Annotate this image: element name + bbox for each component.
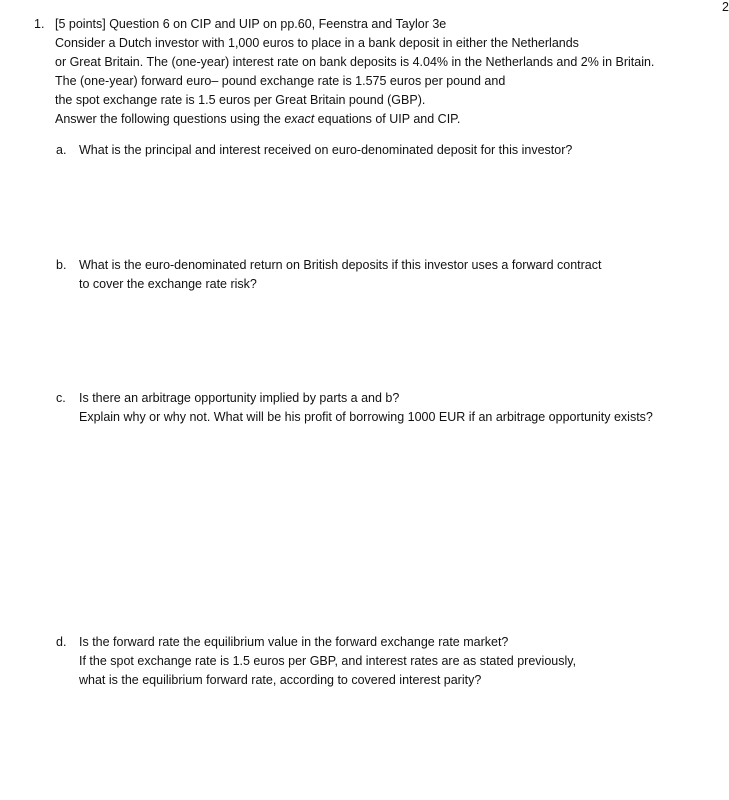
question-body [55, 15, 654, 129]
subquestion-line: Is the forward rate the equilibrium value in the forward exchange rate market? [79, 635, 509, 649]
intro-line: The (one-year) forward euro– pound exchange rate is 1.575 euros per pound and [55, 74, 506, 88]
subquestion-line: to cover the exchange rate risk? [79, 277, 257, 291]
intro-line: the spot exchange rate is 1.5 euros per Great Britain pound (GBP). [55, 93, 426, 107]
subquestion-text [79, 141, 572, 160]
subquestion-c [56, 389, 716, 427]
question-title: [5 points] Question 6 on CIP and UIP on pp.60, Feenstra and Taylor 3e [55, 17, 447, 31]
subquestion-label: b. [56, 258, 67, 272]
subquestion-text [79, 389, 653, 427]
subquestion-label: a. [56, 143, 67, 157]
subquestion-line: If the spot exchange rate is 1.5 euros per GBP, and interest rates are as stated previously, [79, 654, 577, 668]
subquestion-label: c. [56, 391, 66, 405]
instruction-line [55, 110, 654, 129]
question-number: 1. [34, 17, 45, 31]
subquestion-d [56, 633, 716, 690]
subquestion-text [79, 633, 576, 690]
instruction-prefix: Answer the following questions using the [55, 112, 285, 126]
instruction-emphasis: exact [284, 112, 315, 126]
subquestion-b [56, 256, 716, 294]
subquestion-text [79, 256, 601, 294]
subquestion-label: d. [56, 635, 67, 649]
page-number: 2 [722, 0, 729, 14]
subquestion-a [56, 141, 716, 160]
subquestion-line: What is the principal and interest received on euro-denominated deposit for this investor? [79, 143, 573, 157]
intro-line: Consider a Dutch investor with 1,000 euros to place in a bank deposit in either the Netherlands [55, 36, 579, 50]
question-1 [34, 15, 714, 129]
subquestion-line: What is the euro-denominated return on British deposits if this investor uses a forward contract [79, 258, 602, 272]
subquestion-line: what is the equilibrium forward rate, according to covered interest parity? [79, 673, 482, 687]
intro-line: or Great Britain. The (one-year) interest rate on bank deposits is 4.04% in the Netherlands and 2% in Britain. [55, 55, 655, 69]
subquestion-line: Is there an arbitrage opportunity implied by parts a and b? [79, 391, 400, 405]
instruction-suffix: equations of UIP and CIP. [314, 112, 461, 126]
subquestion-line: Explain why or why not. What will be his profit of borrowing 1000 EUR if an arbitrage opportunity exists? [79, 410, 653, 424]
